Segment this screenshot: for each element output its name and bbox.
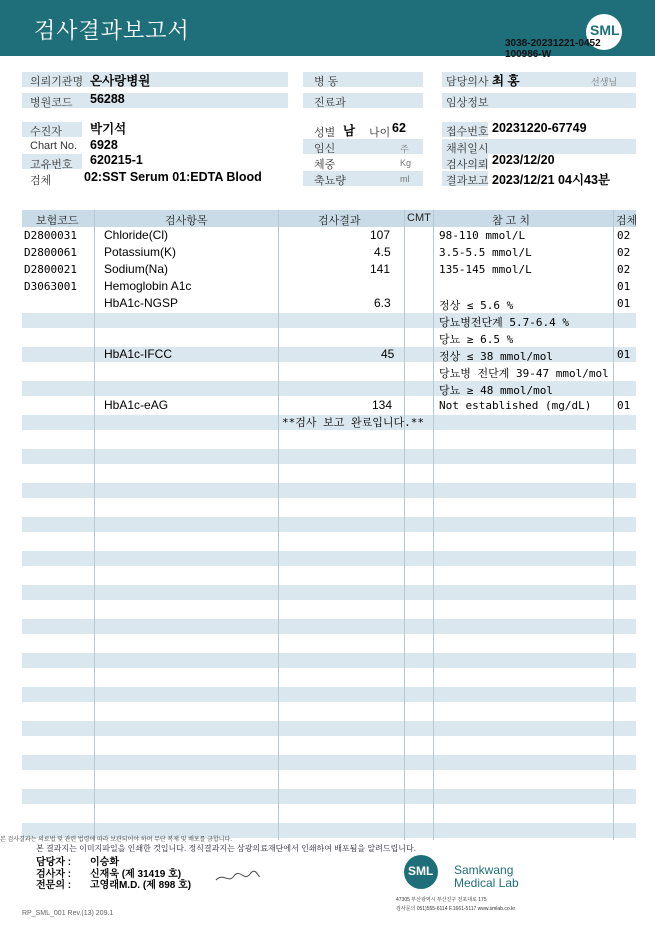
table-stripe	[22, 755, 636, 770]
table-stripe	[22, 449, 636, 464]
row-ref: 98-110 mmol/L	[439, 229, 526, 242]
urine-label: 축뇨량	[314, 175, 346, 187]
id-label: 고유번호	[30, 159, 73, 171]
row-result: 141	[370, 262, 391, 276]
row-ref: 135-145 mmol/L	[439, 263, 532, 276]
col-divider	[278, 210, 279, 840]
request-label: 검사의뢰	[446, 159, 489, 171]
th-cmt: CMT	[407, 212, 431, 224]
age-label: 나이	[369, 127, 391, 139]
brand-line1: Samkwang	[454, 863, 514, 877]
th-code: 보험코드	[36, 215, 79, 227]
table-stripe	[22, 619, 636, 634]
clinical-label: 임상정보	[446, 97, 489, 109]
doctor-label: 담당의사	[446, 76, 489, 88]
row-item: Sodium(Na)	[104, 262, 169, 276]
row-code: D2800061	[24, 246, 77, 259]
manager-value: 이승화	[90, 857, 119, 868]
doctor-value: 최 홍	[492, 74, 520, 88]
row-item: HbA1c-NGSP	[104, 296, 179, 310]
hospital-code-value: 56288	[90, 92, 125, 106]
col-divider	[433, 210, 434, 840]
patient-value: 박기석	[90, 122, 127, 136]
row-result: 107	[370, 228, 391, 242]
manager-label: 담당자 :	[36, 857, 72, 868]
signature-scribble	[214, 868, 262, 886]
row-code: D2800031	[24, 229, 77, 242]
col-divider	[94, 210, 95, 840]
row-item: HbA1c-IFCC	[104, 347, 173, 361]
th-reference: 참 고 치	[492, 215, 530, 227]
row-ref: 당뇨 ≥ 6.5 %	[439, 333, 514, 346]
table-stripe	[22, 721, 636, 736]
row-result: 45	[381, 347, 395, 361]
chart-value: 6928	[90, 138, 118, 152]
row-spec: 01	[617, 399, 631, 412]
pregnancy-unit: 주	[400, 144, 409, 154]
row-ref: 당뇨병전단계 5.7-6.4 %	[439, 316, 569, 329]
age-value: 62	[392, 121, 406, 135]
patient-label: 수진자	[30, 126, 62, 138]
table-stripe	[22, 687, 636, 702]
report-time-label: 결과보고	[446, 175, 489, 187]
form-number: RP_SML_001 Rev.(13) 209.1	[22, 910, 114, 917]
ward-label: 병 동	[314, 76, 339, 88]
row-result: 134	[372, 398, 393, 412]
row-ref: Not established (mg/dL)	[439, 399, 592, 412]
weight-label: 체중	[314, 159, 336, 171]
col-divider	[613, 210, 614, 840]
urine-unit: ml	[400, 174, 410, 184]
chart-label: Chart No.	[30, 140, 78, 152]
row-spec: 01	[617, 348, 631, 361]
table-stripe	[22, 653, 636, 668]
report-title: 검사결과보고서	[34, 18, 190, 43]
report-id	[505, 38, 601, 60]
row-spec: 02	[617, 263, 631, 276]
th-specimen: 검체	[616, 215, 638, 227]
table-stripe	[22, 585, 636, 600]
phone-line: 검사문의 051)555-6114 F.1661-5117 www.smlab.co.kr	[396, 906, 516, 912]
hospital-label: 의뢰기관명	[30, 76, 84, 88]
col-divider	[404, 210, 405, 840]
row-ref: 3.5-5.5 mmol/L	[439, 246, 532, 259]
header-logo-text: SML	[590, 22, 620, 38]
row-ref: 정상 ≤ 5.6 %	[439, 299, 514, 312]
footer-notice: 본 결과지는 이미지파일을 인쇄한 것입니다. 정식결과지는 삼광의료재단에서 인쇄하여 배포됨을 알려드립니다.	[36, 844, 416, 853]
table-stripe	[22, 789, 636, 804]
specialist-value: 고영래M.D. (제 898 호)	[90, 880, 192, 891]
row-result: 6.3	[374, 296, 391, 310]
row-ref: 정상 ≤ 38 mmol/mol	[439, 350, 553, 363]
brand-line2: Medical Lab	[454, 876, 519, 890]
row-item: Hemoglobin A1c	[104, 279, 192, 293]
row-item: HbA1c-eAG	[104, 398, 169, 412]
row-result: 4.5	[374, 245, 391, 259]
row-code: D2800021	[24, 263, 77, 276]
specialist-label: 전문의 :	[36, 880, 72, 891]
hospital-code-label: 병원코드	[30, 97, 73, 109]
footer-address	[396, 896, 515, 914]
address-line: 47305 부산광역시 부산진구 전포대로 175	[396, 897, 487, 903]
specimen-label: 검체	[30, 175, 52, 187]
report-id-line1: 3038-20231221-0452	[505, 38, 601, 49]
receipt-label: 접수번호	[446, 126, 489, 138]
row-spec: 01	[617, 297, 631, 310]
footer-logo-text: SML	[408, 864, 434, 878]
examiner-value: 신재욱 (제 31419 호)	[90, 869, 182, 880]
receipt-value: 20231220-67749	[492, 121, 587, 135]
row-item: Potassium(K)	[104, 245, 177, 259]
row-ref: 당뇨병 전단계 39-47 mmol/mol	[439, 367, 609, 380]
table-stripe	[22, 483, 636, 498]
weight-unit: Kg	[400, 158, 412, 168]
collect-label: 채취일시	[446, 143, 489, 155]
th-result: 검사결과	[318, 215, 361, 227]
dept-label: 진료과	[314, 97, 346, 109]
row-code: D3063001	[24, 280, 77, 293]
id-value: 620215-1	[90, 153, 143, 167]
table-stripe	[22, 517, 636, 532]
specimen-value: 02:SST Serum 01:EDTA Blood	[84, 170, 262, 184]
report-id-line2: 100986-W	[505, 49, 552, 60]
doctor-suffix: 선생님	[591, 77, 618, 87]
row-item: Chloride(Cl)	[104, 228, 169, 242]
th-item: 검사항목	[165, 215, 208, 227]
row-ref: 당뇨 ≥ 48 mmol/mol	[439, 384, 553, 397]
row-spec: 01	[617, 280, 631, 293]
pregnancy-label: 임신	[314, 143, 336, 155]
hospital-value: 온사랑병원	[90, 74, 151, 88]
sex-label: 성별	[314, 127, 336, 139]
report-time-value: 2023/12/21 04시43분	[492, 173, 610, 187]
footer-fine-print: 본 검사결과는 의료법 및 관련 법령에 따라 보관되어야 하며 무단 복제 및 배포를 금합니다.	[0, 837, 232, 843]
brand-name	[454, 864, 519, 890]
sex-value: 남	[343, 124, 356, 138]
row-spec: 02	[617, 229, 631, 242]
end-note: **검사 보고 완료입니다.**	[282, 416, 424, 429]
row-spec: 02	[617, 246, 631, 259]
request-value: 2023/12/20	[492, 153, 555, 167]
table-stripe	[22, 551, 636, 566]
examiner-label: 검사자 :	[36, 869, 72, 880]
